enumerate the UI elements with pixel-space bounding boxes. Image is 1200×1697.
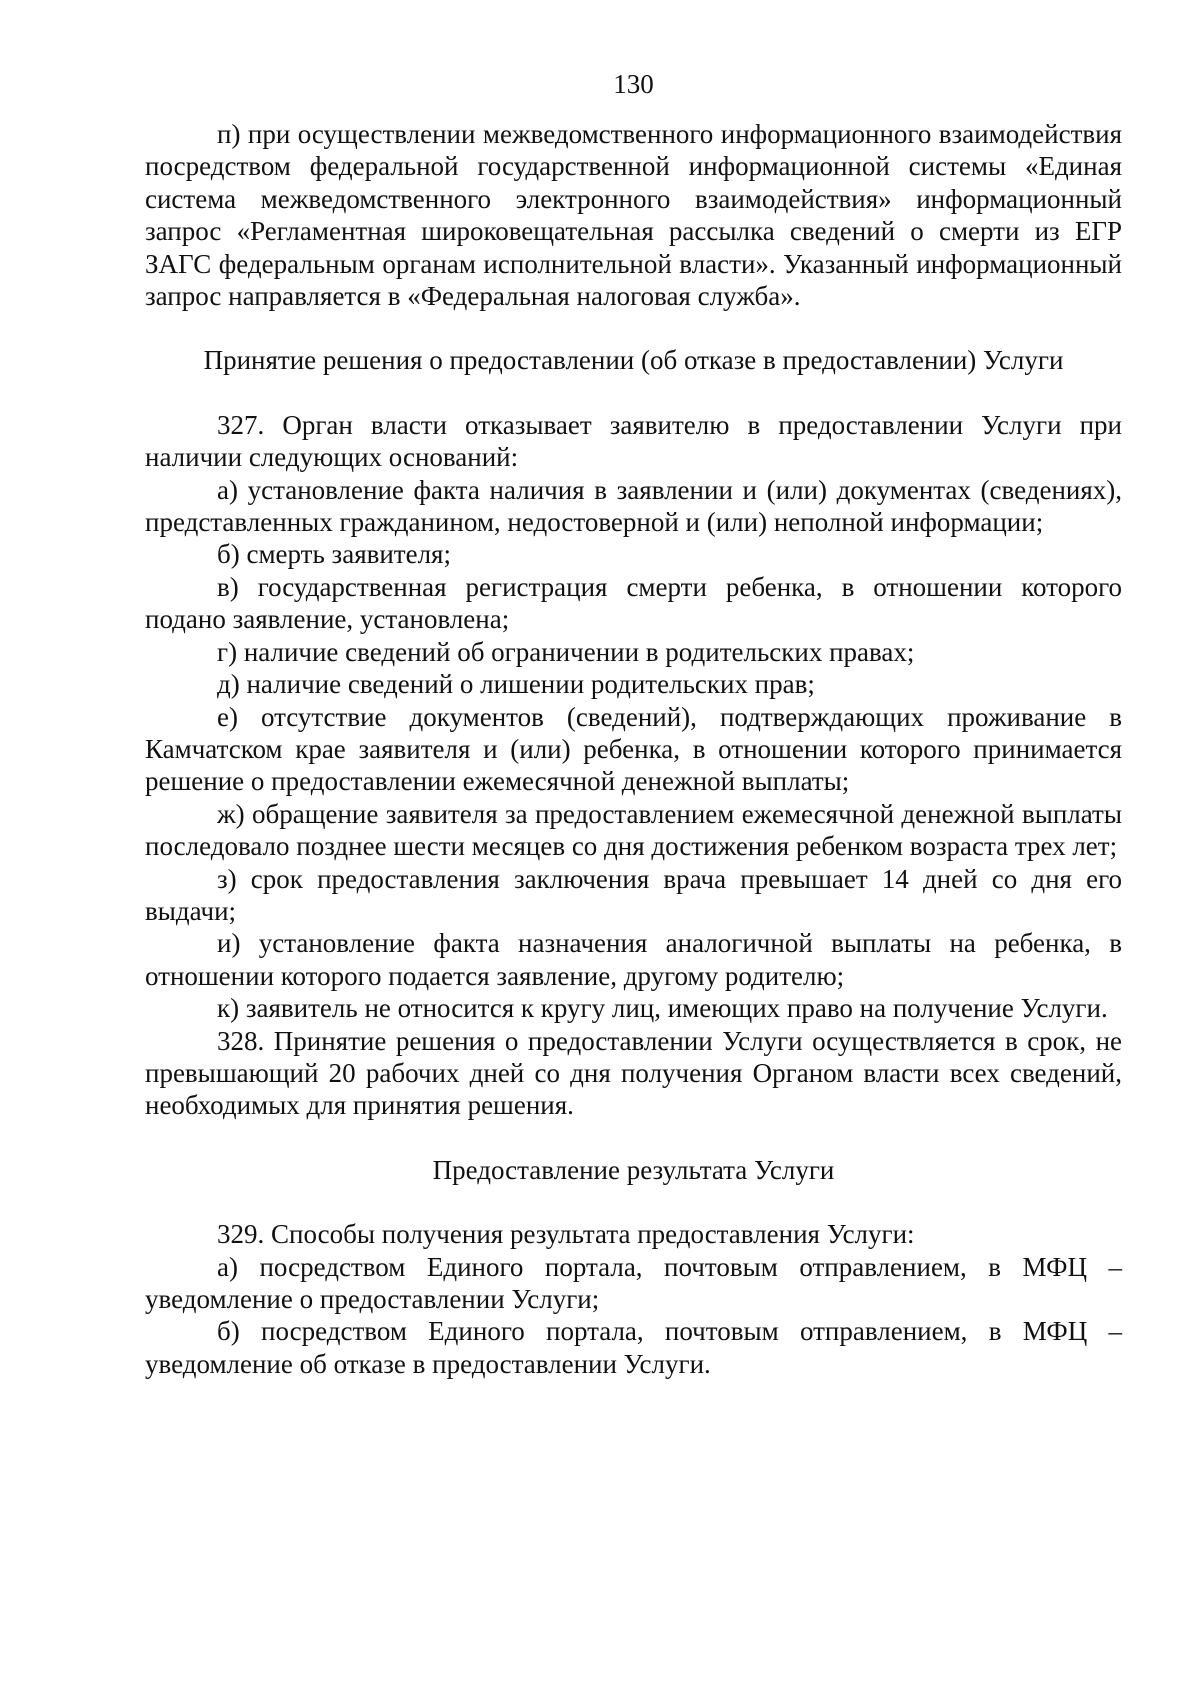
paragraph-329: 329. Способы получения результата предоставления Услуги: — [217, 1219, 915, 1250]
document-body — [145, 118, 1122, 1380]
list-item-d: д) наличие сведений о лишении родительских прав; — [217, 669, 815, 700]
result-item-b: б) посредством Единого портала, почтовым отправлением, в МФЦ – уведомление об отказе в предоставлении Услуги. — [145, 1316, 1122, 1379]
section-heading-decision: Принятие решения о предоставлении (об отказе в предоставлении) Услуги — [203, 345, 1064, 376]
list-item-g: г) наличие сведений об ограничении в родительских правах; — [217, 636, 915, 667]
result-item-a: а) посредством Единого портала, почтовым отправлением, в МФЦ – уведомление о предоставлении Услуги; — [145, 1251, 1122, 1314]
list-item-a: а) установление факта наличия в заявлении и (или) документах (сведениях), представленных гражданином, недостоверной и (или) неполной информации; — [145, 474, 1122, 538]
list-item-e: е) отсутствие документов (сведений), подтверждающих проживание в Камчатском крае заявителя и (или) ребенка, в отношении которого принимается решение о предоставлении ежемесячной денежной выплаты; — [145, 701, 1122, 797]
paragraph-328: 328. Принятие решения о предоставлении Услуги осуществляется в срок, не превышающий 20 рабочих дней со дня получения Органом власти всех сведений, необходимых для принятия решения. — [145, 1025, 1122, 1121]
list-item-b: б) смерть заявителя; — [217, 539, 451, 570]
section-decision-body — [145, 409, 1122, 1122]
list-item-k: к) заявитель не относится к кругу лиц, имеющих право на получение Услуги. — [217, 993, 1108, 1024]
intro-paragraph: п) при осуществлении межведомственного информационного взаимодействия посредством федеральной государственной информационной системы «Единая система межведомственного электронного взаимодействия» информационный запрос «Регламентная широковещательная рассылка сведений о смерти из ЕГР ЗАГС федеральным органам исполнительной власти». Указанный информационный запрос направляется в «Федеральная налоговая служба». — [145, 119, 1122, 312]
list-item-v: в) государственная регистрация смерти ребенка, в отношении которого подано заявление, установлена; — [145, 571, 1122, 635]
section-result-body — [145, 1218, 1122, 1380]
list-item-zh: ж) обращение заявителя за предоставлением ежемесячной денежной выплаты последовало позднее шести месяцев со дня достижения ребенком возраста трех лет; — [145, 798, 1122, 862]
paragraph-327: 327. Орган власти отказывает заявителю в предоставлении Услуги при наличии следующих оснований: — [145, 409, 1122, 473]
page-number: 130 — [613, 69, 654, 99]
list-item-z: з) срок предоставления заключения врача превышает 14 дней со дня его выдачи; — [145, 863, 1122, 926]
section-heading-result: Предоставление результата Услуги — [432, 1154, 835, 1185]
list-item-i: и) установление факта назначения аналогичной выплаты на ребенка, в отношении которого подается заявление, другому родителю; — [145, 928, 1122, 991]
